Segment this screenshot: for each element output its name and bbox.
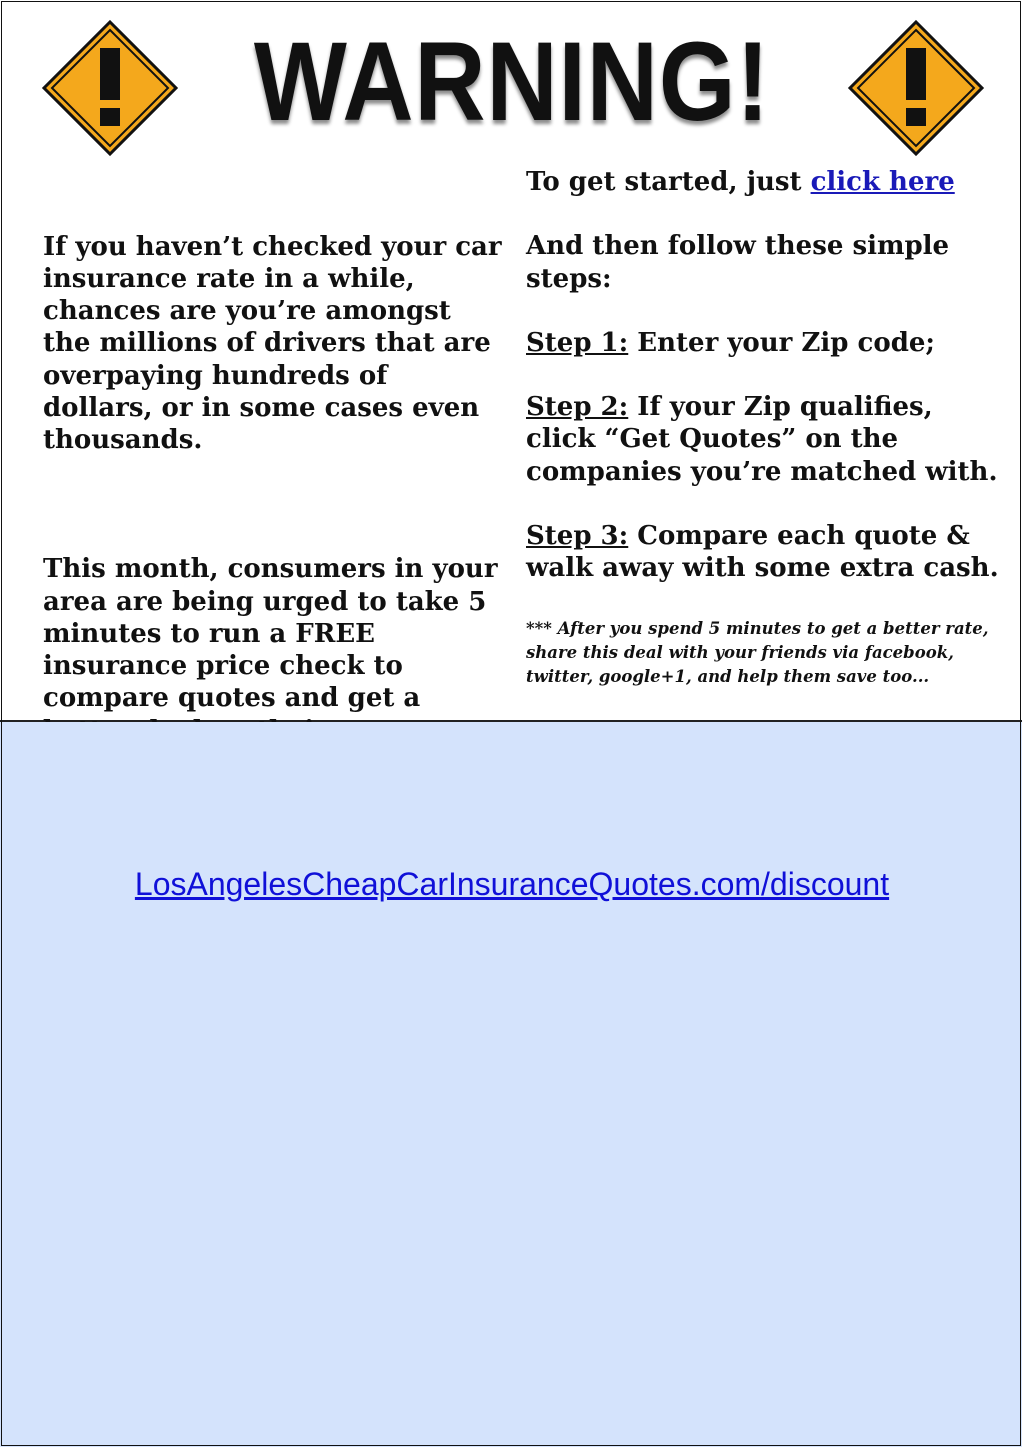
step-3-text: Compare each quote & walk away with some extra cash. (526, 521, 999, 584)
click-here-link[interactable]: click here (810, 167, 955, 197)
step-3-label: Step 3: (526, 521, 629, 552)
offer-paragraph: This month, consumers in your area are being urged to take 5 minutes to run a FREE insurance price check to compare quotes and get a (43, 554, 498, 714)
follow-steps-text: And then follow these simple steps: (526, 231, 950, 294)
share-note: *** After you spend 5 minutes to get a better rate, share this deal with your friends via facebook, twitter, google+1, and help them save too... (526, 618, 989, 686)
get-started-text: To get started, just (526, 167, 811, 197)
page-title: WARNING! (253, 19, 771, 144)
step-2-label: Step 2: (526, 392, 629, 423)
step-1-text: Enter your Zip code; (628, 327, 936, 358)
discount-url-link[interactable]: LosAngelesCheapCarInsuranceQuotes.com/discount (134, 866, 890, 902)
step-2-text: If your Zip qualifies, click “Get Quotes” on the companies you’re matched with. (526, 392, 998, 487)
page-border (1, 1, 1021, 1446)
intro-paragraph: If you haven’t checked your car insurance rate in a while, chances are you’re amongst the millions of drivers that are overpaying hundreds of dollars, or in some cases even thousands. (43, 231, 511, 456)
step-1-label: Step 1: (526, 327, 629, 358)
